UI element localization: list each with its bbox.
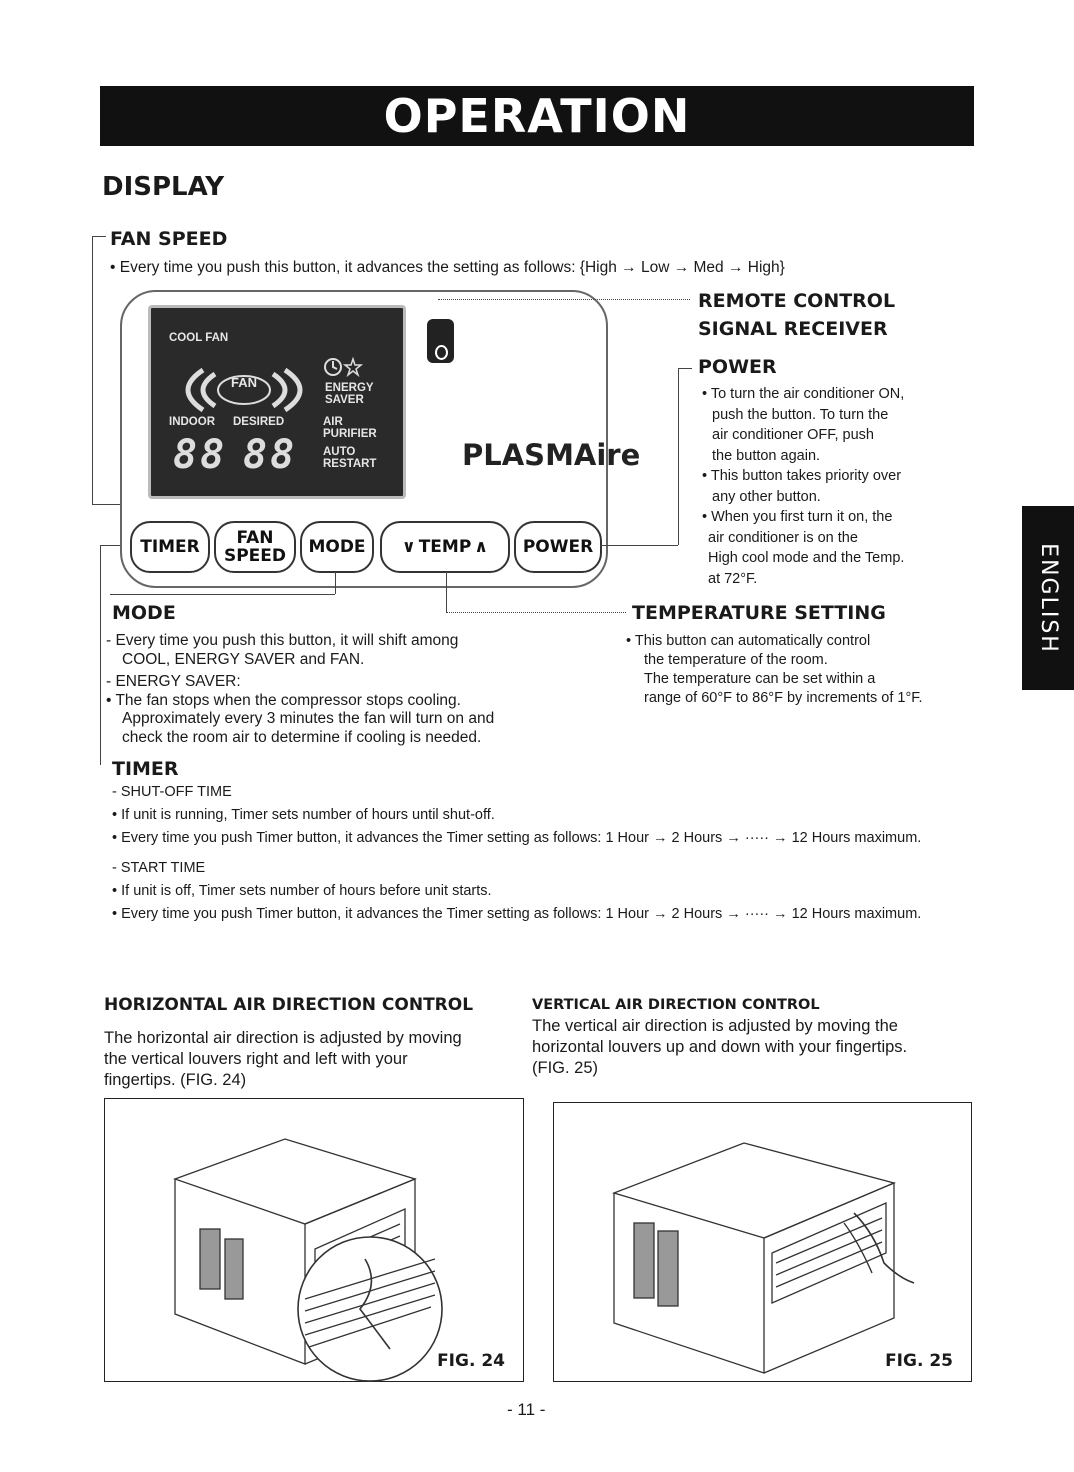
temperature-heading: TEMPERATURE SETTING: [632, 602, 886, 624]
temperature-line-4: range of 60°F to 86°F by increments of 1°F.: [644, 690, 923, 706]
power-line-2: push the button. To turn the: [712, 406, 889, 423]
power-text: [702, 384, 904, 589]
power-line-3: air conditioner OFF, push: [712, 427, 874, 443]
lcd-energy-saver-label: ENERGY SAVER: [325, 382, 374, 406]
fan-speed-bracket: [92, 236, 93, 504]
remote-heading-line2: SIGNAL RECEIVER: [698, 318, 888, 340]
temp-button-label: TEMP: [418, 537, 472, 557]
language-tab-label: ENGLISH: [1035, 542, 1061, 654]
mode-line-3: - ENERGY SAVER:: [106, 673, 241, 690]
power-button-label: POWER: [522, 537, 594, 557]
language-tab: [1022, 506, 1074, 690]
timer-heading: TIMER: [112, 758, 179, 780]
lcd-display: [148, 305, 406, 499]
mode-heading: MODE: [112, 602, 176, 624]
fan-speed-bracket-top: [92, 236, 106, 237]
remote-leader: [438, 299, 690, 300]
horizontal-text: [104, 1028, 462, 1091]
brand-logo: PLASMAire: [462, 438, 641, 472]
lcd-indoor-digits: 88: [173, 432, 228, 478]
mode-button[interactable]: [300, 521, 374, 573]
timer-shut-off-title: - SHUT-OFF TIME: [112, 784, 232, 800]
horizontal-line-2: the vertical louvers right and left with your: [104, 1050, 408, 1068]
mode-leader-h: [110, 594, 335, 595]
horizontal-line-3: fingertips. (FIG. 24): [104, 1071, 247, 1089]
timer-button[interactable]: [130, 521, 210, 573]
power-bracket-top: [678, 368, 692, 369]
remote-heading-line1: REMOTE CONTROL: [698, 290, 896, 312]
lcd-air-purifier-label: AIR PURIFIER: [323, 416, 377, 440]
fan-speed-button-line2: SPEED: [223, 546, 287, 566]
vertical-line-3: (FIG. 25): [532, 1059, 599, 1077]
vertical-line-1: The vertical air direction is adjusted by moving the: [532, 1017, 898, 1035]
section-title: DISPLAY: [102, 172, 225, 202]
temp-button[interactable]: [380, 521, 510, 573]
power-line-1: • To turn the air conditioner ON,: [702, 386, 905, 402]
mode-line-5: Approximately every 3 minutes the fan will turn on and: [122, 710, 495, 727]
mode-button-label: MODE: [308, 537, 366, 557]
timer-shut-off-line-1: • If unit is running, Timer sets number of hours until shut-off.: [112, 807, 495, 823]
timer-shut-off-line-2: • Every time you push Timer button, it advances the Timer setting as follows: 1 Hour → 2 Hours → ····· → 12 Hours maximum.: [112, 830, 922, 846]
power-line-9: High cool mode and the Temp.: [708, 550, 905, 566]
temp-leader-h: [446, 612, 626, 613]
power-button[interactable]: [514, 521, 602, 573]
figure-24: [104, 1098, 524, 1382]
power-line-6: any other button.: [712, 488, 821, 505]
temperature-text: [626, 632, 923, 708]
fan-speed-button-line1: FAN: [236, 528, 274, 548]
lcd-desired-label: DESIRED: [233, 416, 285, 428]
remote-signal-receiver-icon: [427, 319, 454, 363]
mode-line-2: COOL, ENERGY SAVER and FAN.: [122, 650, 365, 668]
fan-arrows-icon: [169, 360, 319, 420]
temperature-line-1: • This button can automatically control: [626, 633, 871, 649]
power-line-5: • This button takes priority over: [702, 468, 902, 484]
lcd-desired-digits: 88: [243, 432, 298, 478]
lcd-fan-label: FAN: [231, 375, 257, 390]
horizontal-heading: HORIZONTAL AIR DIRECTION CONTROL: [104, 995, 474, 1015]
temperature-line-2: the temperature of the room.: [644, 652, 828, 668]
figure-25-label: FIG. 25: [885, 1351, 953, 1371]
timer-start-title: - START TIME: [112, 860, 206, 876]
timer-bracket: [100, 545, 101, 765]
power-line-7: • When you first turn it on, the: [702, 509, 893, 525]
mode-line-1: - Every time you push this button, it will shift among: [106, 632, 459, 649]
mode-text: [106, 632, 494, 747]
power-line-10: at 72°F.: [708, 570, 758, 587]
mode-line-4: • The fan stops when the compressor stops cooling.: [106, 691, 461, 709]
temperature-line-3: The temperature can be set within a: [644, 671, 876, 687]
power-heading: POWER: [698, 356, 777, 378]
air-conditioner-vertical-illustration: [554, 1103, 973, 1383]
timer-start-line-1: • If unit is off, Timer sets number of hours before unit starts.: [112, 883, 492, 899]
timer-start-line-2: • Every time you push Timer button, it advances the Timer setting as follows: 1 Hour → 2 Hours → ····· → 12 Hours maximum.: [112, 906, 922, 922]
power-line-8: air conditioner is on the: [708, 529, 858, 546]
lcd-cool-fan-label: COOL FAN: [169, 332, 229, 344]
mode-leader-v: [335, 572, 336, 594]
temp-leader-v: [446, 572, 447, 612]
power-bracket: [678, 368, 679, 545]
temp-up-icon: ∧: [474, 537, 489, 557]
vertical-heading: VERTICAL AIR DIRECTION CONTROL: [532, 997, 820, 1013]
vertical-line-2: horizontal louvers up and down with your fingertips.: [532, 1038, 908, 1056]
page-title-banner: OPERATION: [100, 86, 974, 146]
lcd-auto-restart-label: AUTO RESTART: [323, 446, 377, 470]
power-line-4: the button again.: [712, 447, 821, 464]
mode-line-6: check the room air to determine if cooling is needed.: [122, 728, 482, 746]
vertical-text: [532, 1016, 907, 1079]
fan-speed-text: • Every time you push this button, it advances the setting as follows: {High → Low → Med → High}: [110, 259, 785, 276]
fan-speed-heading: FAN SPEED: [110, 228, 228, 250]
lcd-indoor-label: INDOOR: [169, 416, 215, 428]
page-number: - 11 -: [507, 1400, 546, 1419]
timer-clock-icon: [323, 356, 367, 378]
power-leader: [600, 545, 678, 546]
timer-button-label: TIMER: [140, 537, 200, 557]
temp-down-icon: ∨: [401, 537, 416, 557]
horizontal-line-1: The horizontal air direction is adjusted by moving: [104, 1029, 462, 1047]
figure-25: [553, 1102, 972, 1382]
air-conditioner-horizontal-illustration: [105, 1099, 525, 1383]
fan-speed-button[interactable]: [214, 521, 296, 573]
figure-24-label: FIG. 24: [437, 1351, 505, 1371]
